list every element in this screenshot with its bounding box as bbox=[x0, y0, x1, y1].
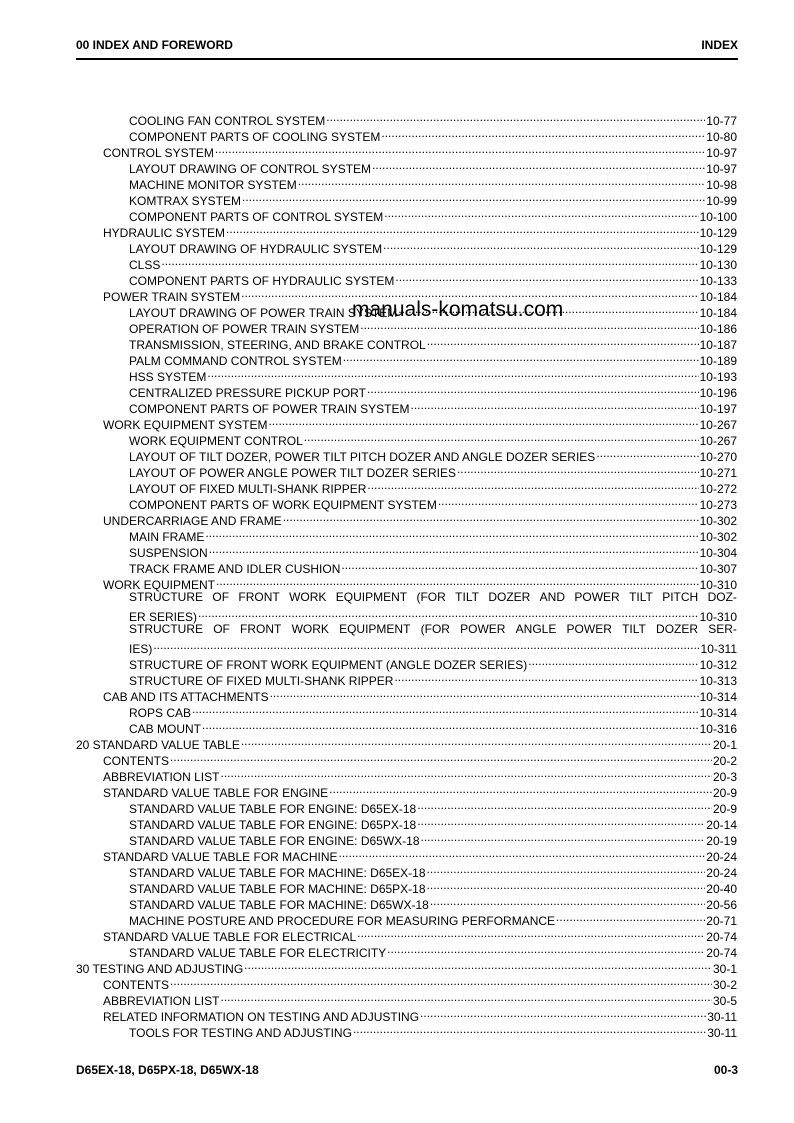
toc-entry-page: 30-11 bbox=[707, 1026, 737, 1040]
toc-leader-dots bbox=[372, 157, 705, 173]
toc-leader-dots bbox=[209, 541, 699, 557]
toc-entry bbox=[76, 493, 737, 512]
toc-entry-page: 20-14 bbox=[706, 818, 737, 832]
table-of-contents bbox=[76, 109, 737, 1040]
toc-entry-title: STANDARD VALUE TABLE FOR ELECTRICAL bbox=[103, 930, 357, 944]
toc-leader-dots bbox=[329, 781, 712, 797]
toc-entry-title: ER SERIES) bbox=[129, 610, 198, 624]
toc-leader-dots bbox=[215, 141, 705, 157]
toc-entry-title: POWER TRAIN SYSTEM bbox=[103, 290, 241, 304]
toc-leader-dots bbox=[153, 637, 699, 653]
toc-leader-dots bbox=[410, 397, 698, 413]
toc-leader-dots bbox=[298, 173, 706, 189]
toc-entry-page: 10-129 bbox=[699, 226, 737, 240]
toc-leader-dots bbox=[417, 797, 712, 813]
toc-entry-page: 10-189 bbox=[699, 354, 737, 368]
toc-leader-dots bbox=[384, 205, 698, 221]
toc-entry-title: LAYOUT OF TILT DOZER, POWER TILT PITCH DOZER AND ANGLE DOZER SERIES bbox=[129, 450, 596, 464]
toc-leader-dots bbox=[270, 685, 699, 701]
toc-entry bbox=[76, 621, 737, 656]
toc-entry-page: 10-98 bbox=[706, 178, 737, 192]
toc-leader-dots bbox=[457, 461, 699, 477]
toc-leader-dots bbox=[438, 493, 699, 509]
toc-entry-title: 30 TESTING AND ADJUSTING bbox=[76, 962, 244, 976]
toc-entry-page: 20-40 bbox=[706, 882, 737, 896]
toc-entry-page: 10-271 bbox=[699, 466, 737, 480]
toc-entry-title: CENTRALIZED PRESSURE PICKUP PORT bbox=[129, 386, 366, 400]
toc-leader-dots bbox=[339, 845, 706, 861]
toc-entry-page: 20-56 bbox=[706, 898, 737, 912]
toc-leader-dots bbox=[596, 445, 698, 461]
toc-entry-title: MACHINE POSTURE AND PROCEDURE FOR MEASURING PERFORMANCE bbox=[129, 914, 556, 928]
toc-leader-dots bbox=[420, 1005, 706, 1021]
toc-leader-dots bbox=[242, 189, 705, 205]
toc-entry bbox=[76, 797, 737, 816]
toc-entry bbox=[76, 989, 737, 1008]
page-header bbox=[76, 38, 738, 60]
toc-entry-page: 20-3 bbox=[712, 770, 737, 784]
toc-entry bbox=[76, 349, 737, 368]
toc-entry bbox=[76, 461, 737, 480]
toc-entry-title: LAYOUT DRAWING OF CONTROL SYSTEM bbox=[129, 162, 372, 176]
toc-entry bbox=[76, 397, 737, 416]
toc-entry bbox=[76, 333, 737, 352]
toc-entry-title: PALM COMMAND CONTROL SYSTEM bbox=[129, 354, 342, 368]
toc-entry bbox=[76, 733, 737, 752]
toc-leader-dots bbox=[395, 269, 698, 285]
toc-entry-title: COMPONENT PARTS OF HYDRAULIC SYSTEM bbox=[129, 274, 395, 288]
toc-entry-page: 20-24 bbox=[706, 850, 737, 864]
toc-leader-dots bbox=[241, 733, 712, 749]
toc-entry-page: 10-304 bbox=[699, 546, 737, 560]
toc-leader-dots bbox=[244, 957, 712, 973]
toc-leader-dots bbox=[268, 413, 698, 429]
toc-entry-page: 20-71 bbox=[706, 914, 737, 928]
toc-entry-page: 10-307 bbox=[699, 562, 737, 576]
toc-entry-page: 10-310 bbox=[699, 578, 737, 592]
toc-entry-title: CAB MOUNT bbox=[129, 722, 201, 736]
toc-entry-title: RELATED INFORMATION ON TESTING AND ADJUSTING bbox=[103, 1010, 420, 1024]
toc-leader-dots bbox=[341, 557, 698, 573]
toc-entry-title: STANDARD VALUE TABLE FOR MACHINE bbox=[103, 850, 338, 864]
toc-entry-title: STANDARD VALUE TABLE FOR MACHINE: D65EX-18 bbox=[129, 866, 426, 880]
toc-entry-title: KOMTRAX SYSTEM bbox=[129, 194, 242, 208]
toc-entry-page: 10-187 bbox=[699, 338, 737, 352]
toc-entry bbox=[76, 125, 737, 144]
toc-entry-title: LAYOUT DRAWING OF POWER TRAIN SYSTEM bbox=[129, 306, 398, 320]
toc-entry bbox=[76, 205, 737, 224]
toc-entry-page: 30-1 bbox=[712, 962, 737, 976]
toc-entry bbox=[76, 893, 737, 912]
toc-entry bbox=[76, 381, 737, 400]
toc-entry bbox=[76, 157, 737, 176]
toc-entry-title: LAYOUT OF POWER ANGLE POWER TILT DOZER SERIES bbox=[129, 466, 456, 480]
footer-models: D65EX-18, D65PX-18, D65WX-18 bbox=[76, 1063, 259, 1077]
toc-entry bbox=[76, 429, 737, 448]
toc-entry-page: 20-74 bbox=[706, 930, 737, 944]
toc-entry-title: STRUCTURE OF FRONT WORK EQUIPMENT (ANGLE DOZER SERIES) bbox=[129, 658, 528, 672]
toc-entry-page: 10-313 bbox=[699, 674, 737, 688]
toc-entry-title: COMPONENT PARTS OF WORK EQUIPMENT SYSTEM bbox=[129, 498, 437, 512]
toc-entry-title: MAIN FRAME bbox=[129, 530, 205, 544]
toc-entry-page: 10-196 bbox=[699, 386, 737, 400]
toc-entry-page: 10-267 bbox=[699, 418, 737, 432]
toc-entry bbox=[76, 237, 737, 256]
toc-entry bbox=[76, 445, 737, 464]
toc-entry-title: STANDARD VALUE TABLE FOR ENGINE: D65WX-18 bbox=[129, 834, 420, 848]
toc-entry-title: STANDARD VALUE TABLE FOR ENGINE: D65PX-18 bbox=[129, 818, 417, 832]
toc-leader-dots bbox=[427, 861, 706, 877]
toc-leader-dots bbox=[367, 381, 699, 397]
toc-entry-title: SUSPENSION bbox=[129, 546, 208, 560]
toc-entry bbox=[76, 1005, 737, 1024]
watermark: manuals-komatsu.com bbox=[352, 298, 564, 321]
toc-entry bbox=[76, 877, 737, 896]
toc-entry-title: HYDRAULIC SYSTEM bbox=[103, 226, 226, 240]
toc-entry-page: 10-197 bbox=[699, 402, 737, 416]
toc-entry-page: 10-186 bbox=[699, 322, 737, 336]
toc-entry-title: TRANSMISSION, STEERING, AND BRAKE CONTROL bbox=[129, 338, 426, 352]
toc-entry-page: 10-80 bbox=[706, 130, 737, 144]
toc-leader-dots bbox=[353, 1021, 706, 1037]
toc-entry bbox=[76, 781, 737, 800]
toc-leader-dots bbox=[367, 477, 698, 493]
toc-entry bbox=[76, 717, 737, 736]
toc-entry-page: 10-302 bbox=[699, 530, 737, 544]
toc-entry-title: CONTENTS bbox=[103, 754, 169, 768]
toc-leader-dots bbox=[170, 749, 712, 765]
toc-entry bbox=[76, 765, 737, 784]
toc-entry-page: 10-130 bbox=[699, 258, 737, 272]
toc-entry-page: 10-272 bbox=[699, 482, 737, 496]
toc-entry-page: 10-310 bbox=[699, 610, 737, 624]
toc-leader-dots bbox=[198, 605, 699, 621]
toc-entry bbox=[76, 541, 737, 560]
toc-leader-dots bbox=[381, 125, 705, 141]
toc-entry bbox=[76, 573, 737, 592]
toc-entry-title: MACHINE MONITOR SYSTEM bbox=[129, 178, 297, 192]
toc-entry-title: COMPONENT PARTS OF COOLING SYSTEM bbox=[129, 130, 381, 144]
toc-entry-page: 30-2 bbox=[712, 978, 737, 992]
toc-entry-page: 30-5 bbox=[712, 994, 737, 1008]
toc-entry-title: CONTENTS bbox=[103, 978, 169, 992]
toc-entry bbox=[76, 829, 737, 848]
toc-entry-page: 10-193 bbox=[699, 370, 737, 384]
toc-entry bbox=[76, 509, 737, 528]
toc-entry-page: 10-314 bbox=[699, 690, 737, 704]
toc-leader-dots bbox=[427, 877, 706, 893]
toc-entry bbox=[76, 557, 737, 576]
toc-entry-title: CONTROL SYSTEM bbox=[103, 146, 214, 160]
toc-leader-dots bbox=[417, 813, 705, 829]
toc-entry-title: WORK EQUIPMENT CONTROL bbox=[129, 434, 303, 448]
toc-entry bbox=[76, 173, 737, 192]
toc-entry-title: ROPS CAB bbox=[129, 706, 192, 720]
toc-entry bbox=[76, 941, 737, 960]
toc-entry-title: UNDERCARRIAGE AND FRAME bbox=[103, 514, 282, 528]
toc-leader-dots bbox=[383, 237, 698, 253]
toc-entry-page: 10-100 bbox=[699, 210, 737, 224]
toc-entry-title: COOLING FAN CONTROL SYSTEM bbox=[129, 114, 326, 128]
toc-entry-title: OPERATION OF POWER TRAIN SYSTEM bbox=[129, 322, 360, 336]
toc-entry-page: 20-2 bbox=[712, 754, 737, 768]
toc-entry bbox=[76, 685, 737, 704]
toc-entry-page: 10-270 bbox=[699, 450, 737, 464]
toc-leader-dots bbox=[170, 973, 712, 989]
toc-leader-dots bbox=[207, 365, 698, 381]
toc-entry bbox=[76, 253, 737, 272]
toc-leader-dots bbox=[357, 925, 705, 941]
toc-leader-dots bbox=[220, 989, 711, 1005]
toc-entry-title: STRUCTURE OF FIXED MULTI-SHANK RIPPER bbox=[129, 674, 394, 688]
toc-entry-title: WORK EQUIPMENT bbox=[103, 578, 216, 592]
toc-entry-title: 20 STANDARD VALUE TABLE bbox=[76, 738, 240, 752]
toc-entry-title: LAYOUT OF FIXED MULTI-SHANK RIPPER bbox=[129, 482, 367, 496]
toc-entry-title: CLSS bbox=[129, 258, 161, 272]
toc-entry bbox=[76, 269, 737, 288]
toc-entry bbox=[76, 141, 737, 160]
toc-entry-title: STANDARD VALUE TABLE FOR ELECTRICITY bbox=[129, 946, 387, 960]
toc-leader-dots bbox=[528, 653, 698, 669]
toc-entry-title: LAYOUT DRAWING OF HYDRAULIC SYSTEM bbox=[129, 242, 383, 256]
toc-entry-page: 20-9 bbox=[712, 802, 737, 816]
toc-leader-dots bbox=[387, 941, 705, 957]
toc-entry-page: 10-133 bbox=[699, 274, 737, 288]
toc-entry-page: 20-74 bbox=[706, 946, 737, 960]
toc-entry bbox=[76, 413, 737, 432]
toc-entry bbox=[76, 909, 737, 928]
toc-entry-title: TRACK FRAME AND IDLER CUSHION bbox=[129, 562, 341, 576]
toc-entry bbox=[76, 589, 737, 624]
toc-entry bbox=[76, 749, 737, 768]
toc-leader-dots bbox=[283, 509, 699, 525]
toc-entry-page: 10-302 bbox=[699, 514, 737, 528]
toc-entry-page: 10-77 bbox=[706, 114, 737, 128]
toc-entry-page: 10-184 bbox=[699, 306, 737, 320]
toc-leader-dots bbox=[430, 893, 705, 909]
toc-leader-dots bbox=[427, 333, 699, 349]
toc-leader-dots bbox=[192, 701, 699, 717]
toc-entry-page: 20-24 bbox=[706, 866, 737, 880]
toc-entry-page: 30-11 bbox=[707, 1010, 737, 1024]
toc-entry bbox=[76, 653, 737, 672]
toc-entry-title: STANDARD VALUE TABLE FOR MACHINE: D65PX-18 bbox=[129, 882, 426, 896]
header-label: INDEX bbox=[701, 38, 738, 52]
toc-entry-title: IES) bbox=[129, 642, 153, 656]
toc-entry-page: 10-316 bbox=[699, 722, 737, 736]
toc-entry bbox=[76, 221, 737, 240]
toc-entry-page: 20-1 bbox=[712, 738, 737, 752]
toc-entry bbox=[76, 925, 737, 944]
toc-leader-dots bbox=[226, 221, 699, 237]
toc-entry-page: 10-273 bbox=[699, 498, 737, 512]
toc-entry-title: ABBREVIATION LIST bbox=[103, 770, 220, 784]
toc-entry bbox=[76, 109, 737, 128]
toc-entry bbox=[76, 1021, 737, 1040]
toc-entry bbox=[76, 477, 737, 496]
toc-leader-dots bbox=[161, 253, 698, 269]
toc-entry-title: STANDARD VALUE TABLE FOR ENGINE: D65EX-18 bbox=[129, 802, 417, 816]
toc-leader-dots bbox=[394, 669, 698, 685]
toc-leader-dots bbox=[220, 765, 711, 781]
toc-entry-title: CAB AND ITS ATTACHMENTS bbox=[103, 690, 269, 704]
toc-entry bbox=[76, 973, 737, 992]
toc-entry bbox=[76, 813, 737, 832]
toc-entry-page: 20-19 bbox=[706, 834, 737, 848]
toc-entry-title: COMPONENT PARTS OF CONTROL SYSTEM bbox=[129, 210, 384, 224]
toc-leader-dots bbox=[326, 109, 705, 125]
toc-entry-title: COMPONENT PARTS OF POWER TRAIN SYSTEM bbox=[129, 402, 410, 416]
toc-leader-dots bbox=[205, 525, 698, 541]
toc-entry-title: ABBREVIATION LIST bbox=[103, 994, 220, 1008]
toc-leader-dots bbox=[343, 349, 699, 365]
toc-entry bbox=[76, 861, 737, 880]
toc-entry bbox=[76, 669, 737, 688]
toc-leader-dots bbox=[216, 573, 699, 589]
toc-entry-title-line1: STRUCTURE OF FRONT WORK EQUIPMENT (FOR TILT DOZER AND POWER TILT PITCH DOZ- bbox=[129, 590, 737, 604]
toc-entry-title: TOOLS FOR TESTING AND ADJUSTING bbox=[129, 1026, 352, 1040]
toc-entry-page: 20-9 bbox=[712, 786, 737, 800]
toc-entry-title: STANDARD VALUE TABLE FOR MACHINE: D65WX-18 bbox=[129, 898, 429, 912]
toc-entry-page: 10-184 bbox=[699, 290, 737, 304]
toc-leader-dots bbox=[202, 717, 699, 733]
toc-entry-page: 10-129 bbox=[699, 242, 737, 256]
toc-entry bbox=[76, 365, 737, 384]
toc-entry bbox=[76, 189, 737, 208]
toc-entry-page: 10-267 bbox=[699, 434, 737, 448]
toc-entry bbox=[76, 845, 737, 864]
toc-entry-title: STANDARD VALUE TABLE FOR ENGINE bbox=[103, 786, 329, 800]
toc-entry-page: 10-314 bbox=[699, 706, 737, 720]
toc-entry bbox=[76, 957, 737, 976]
toc-entry-page: 10-99 bbox=[706, 194, 737, 208]
toc-entry-page: 10-312 bbox=[699, 658, 737, 672]
toc-entry-title: HSS SYSTEM bbox=[129, 370, 207, 384]
toc-entry-title-line1: STRUCTURE OF FRONT WORK EQUIPMENT (FOR POWER ANGLE POWER TILT DOZER SER- bbox=[129, 622, 737, 636]
toc-entry bbox=[76, 701, 737, 720]
toc-leader-dots bbox=[556, 909, 705, 925]
toc-leader-dots bbox=[421, 829, 706, 845]
toc-leader-dots bbox=[304, 429, 699, 445]
toc-entry-page: 10-97 bbox=[706, 162, 737, 176]
toc-entry-page: 10-97 bbox=[706, 146, 737, 160]
header-section-title: 00 INDEX AND FOREWORD bbox=[76, 38, 233, 52]
footer-page-number: 00-3 bbox=[713, 1063, 738, 1077]
toc-entry-title: WORK EQUIPMENT SYSTEM bbox=[103, 418, 268, 432]
toc-entry bbox=[76, 525, 737, 544]
toc-entry-page: 10-311 bbox=[700, 642, 737, 656]
